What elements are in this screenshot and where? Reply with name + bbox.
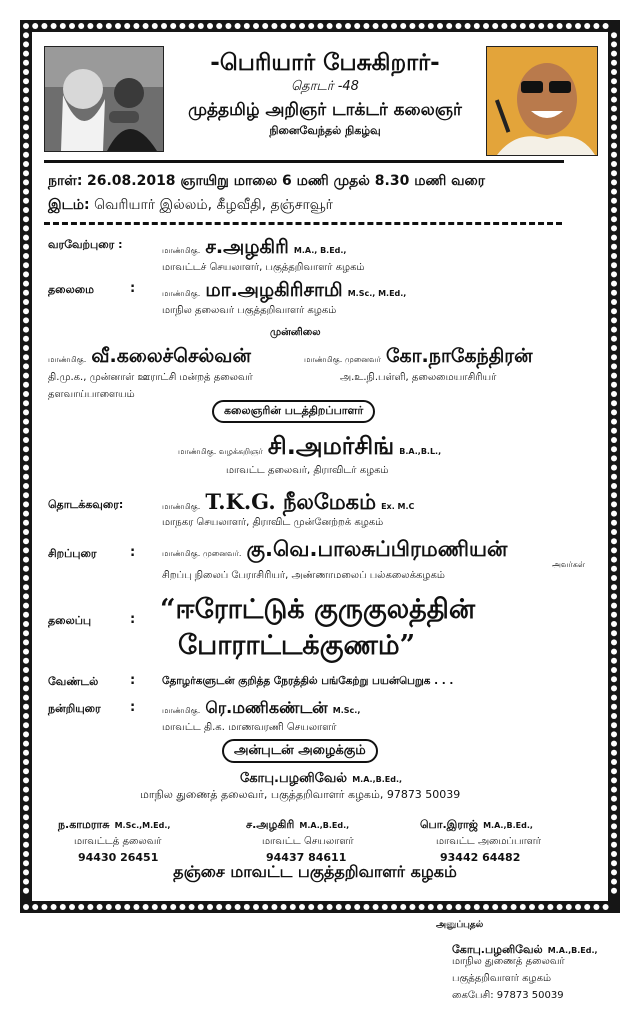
presence-heading: முன்னிலை <box>270 327 321 338</box>
sender-phone: கைபேசி: 97873 50039 <box>452 990 564 1001</box>
request-text: தோழர்களுடன் குறித்த நேரத்தில் பங்கேற்று பயன்பெறுக . . . <box>162 675 454 687</box>
venue-value: வெரியார் இல்லம், கீழவீதி, தஞ்சாவூர் <box>94 197 333 213</box>
opening-qual: Ex. M.C <box>381 502 415 511</box>
invite-qual: M.A.,B.Ed., <box>352 775 403 784</box>
presence-right-desc1: அ.உ.நி.பள்ளி, தலைமையாசிரியர் <box>340 372 497 383</box>
presence-left-speaker <box>48 345 251 370</box>
invite-desc: மாநில துணைத் தலைவர், பகுத்தறிவாளர் கழகம், 97873 50039 <box>140 788 461 801</box>
contact-qual: M.A.,B.Ed., <box>483 821 533 830</box>
portrait-name: சி.அமர்சிங் <box>267 432 395 460</box>
sender-name: கோபு.பழனிவேல் <box>452 943 543 956</box>
chair-prefix: மாண்மிகு. <box>162 289 201 298</box>
sender-name-line <box>452 938 598 958</box>
special-colon: : <box>130 545 136 560</box>
thanks-desc: மாவட்ட தி.க. மாணவரணி செயலாளர் <box>162 722 337 733</box>
thanks-qual: M.Sc., <box>332 706 361 715</box>
special-desc: சிறப்பு நிலைப் பேராசிரியர், அண்ணாமலைப் பல்கலைக்கழகம் <box>162 570 445 581</box>
chair-desc: மாநில தலைவர் பகுத்தறிவாளர் கழகம் <box>162 305 337 316</box>
opening-name: T.K.G. நீலமேகம் <box>205 489 376 514</box>
chair-colon: : <box>130 281 136 296</box>
presence-left-desc2: தளவாய்பாளையம் <box>48 389 135 400</box>
welcome-desc: மாவட்டச் செயலாளர், பகுத்தறிவாளர் கழகம் <box>162 262 365 273</box>
contact-card <box>420 813 570 864</box>
chair-name: மா.அழகிரிசாமி <box>205 279 343 301</box>
date-value: 26.08.2018 ஞாயிறு மாலை 6 மணி முதல் 8.30 மணி வரை <box>86 173 486 189</box>
request-colon: : <box>130 673 136 688</box>
thanks-speaker <box>162 698 360 719</box>
opening-speaker <box>162 489 414 517</box>
dashed-rule <box>44 222 562 225</box>
contact-name: பொ.இராஜ் <box>420 818 478 831</box>
topic-colon: : <box>130 612 136 627</box>
portrait-desc: மாவட்ட தலைவர், திராவிடர் கழகம் <box>226 465 389 476</box>
contact-name: ந.காமராசு <box>58 818 110 831</box>
topic-line-2: போராட்டக்குணம்” <box>178 630 416 661</box>
welcome-qual: M.A., B.Ed., <box>293 246 347 255</box>
event-venue <box>48 197 333 215</box>
opening-role: தொடக்கவுரை: <box>48 498 124 511</box>
welcome-speaker <box>162 236 346 261</box>
opening-desc: மாநகர செயலாளர், திராவிட முன்னேற்றக் கழகம் <box>162 517 384 528</box>
kalaignar-photo <box>486 46 598 156</box>
special-speaker <box>162 537 507 564</box>
poster-title: -பெரியார் பேசுகிறார்- <box>210 50 440 76</box>
presence-right-speaker <box>304 345 533 370</box>
chair-qual: M.Sc., M.Ed., <box>347 289 407 298</box>
portrait-qual: B.A.,B.L., <box>399 447 442 456</box>
sender-line-1: மாநில துணைத் தலைவர் <box>452 956 565 967</box>
welcome-prefix: மாண்மிகு. <box>162 246 201 255</box>
invite-host <box>240 767 402 787</box>
invite-badge: அன்புடன் அழைக்கும் <box>222 739 378 763</box>
special-prefix: மாண்மிகு. முனைவர். <box>162 549 242 558</box>
organisation-name: தஞ்சை மாவட்ட பகுத்தறிவாளர் கழகம் <box>173 862 457 881</box>
contact-name: ச.அழகிரி <box>246 818 295 831</box>
opening-prefix: மாண்மிகு. <box>162 502 201 511</box>
periyar-photo-image <box>45 47 163 151</box>
invite-name: கோபு.பழனிவேல் <box>240 771 348 786</box>
welcome-role: வரவேற்புரை : <box>48 238 123 251</box>
thanks-colon: : <box>130 700 136 715</box>
welcome-name: ச.அழகிரி <box>205 236 289 258</box>
special-role: சிறப்புரை <box>48 547 97 560</box>
portrait-badge: கலைஞரின் படத்திறப்பாளர் <box>212 400 375 423</box>
thanks-role: நன்றியுரை <box>48 702 101 715</box>
chair-role: தலைமை <box>48 283 94 296</box>
presence-left-prefix: மாண்மிகு. <box>48 355 87 364</box>
event-subtitle: முத்தமிழ் அறிஞர் டாக்டர் கலைஞர் <box>188 100 462 120</box>
contact-qual: M.Sc.,M.Ed., <box>114 821 171 830</box>
event-date <box>48 173 485 191</box>
contact-card <box>246 813 396 864</box>
topic-line-1: “ஈரோட்டுக் குருகுலத்தின் <box>160 594 476 625</box>
sender-label: அனுப்புதல் <box>436 920 484 930</box>
contact-phone: 94430 26451 <box>78 851 159 864</box>
header-rule <box>44 160 564 163</box>
contact-card <box>58 813 208 864</box>
special-name: கு.வெ.பாலசுப்பிரமணியன் <box>246 537 508 561</box>
sender-line-2: பகுத்தறிவாளர் கழகம் <box>452 973 552 984</box>
venue-label: இடம்: <box>48 197 90 213</box>
event-name: நினைவேந்தல் நிகழ்வு <box>269 124 381 137</box>
series-number: தொடர் -48 <box>291 79 359 94</box>
contact-phone: 93442 64482 <box>440 851 521 864</box>
contact-phone: 94437 84611 <box>266 851 347 864</box>
thanks-prefix: மாண்மிகு. <box>162 706 201 715</box>
periyar-photo <box>44 46 164 152</box>
presence-left-desc1: தி.மு.க., முன்னாள் ஊராட்சி மன்றத் தலைவர் <box>48 372 253 383</box>
thanks-name: ரெ.மணிகண்டன் <box>205 698 328 717</box>
special-suffix: அவர்கள் <box>552 560 586 569</box>
request-role: வேண்டல் <box>48 675 99 688</box>
topic-role: தலைப்பு <box>48 614 92 627</box>
portrait-prefix: மாண்மிகு. வழக்கறிஞர் <box>178 447 263 456</box>
kalaignar-photo-image <box>487 47 597 155</box>
sender-qual: M.A.,B.Ed., <box>547 946 598 955</box>
contact-role: மாவட்ட செயலாளர் <box>262 836 354 847</box>
contact-role: மாவட்டத் தலைவர் <box>74 836 162 847</box>
chair-speaker <box>162 279 406 304</box>
contact-qual: M.A.,B.Ed., <box>299 821 350 830</box>
presence-right-name: கோ.நாகேந்திரன் <box>385 345 533 367</box>
presence-left-name: வீ.கலைச்செல்வன் <box>91 345 251 367</box>
portrait-speaker <box>178 432 441 463</box>
presence-right-prefix: மாண்மிகு. முனைவர் <box>304 355 381 364</box>
contact-role: மாவட்ட அமைப்பாளர் <box>436 836 541 847</box>
date-label: நாள்: <box>48 173 83 189</box>
